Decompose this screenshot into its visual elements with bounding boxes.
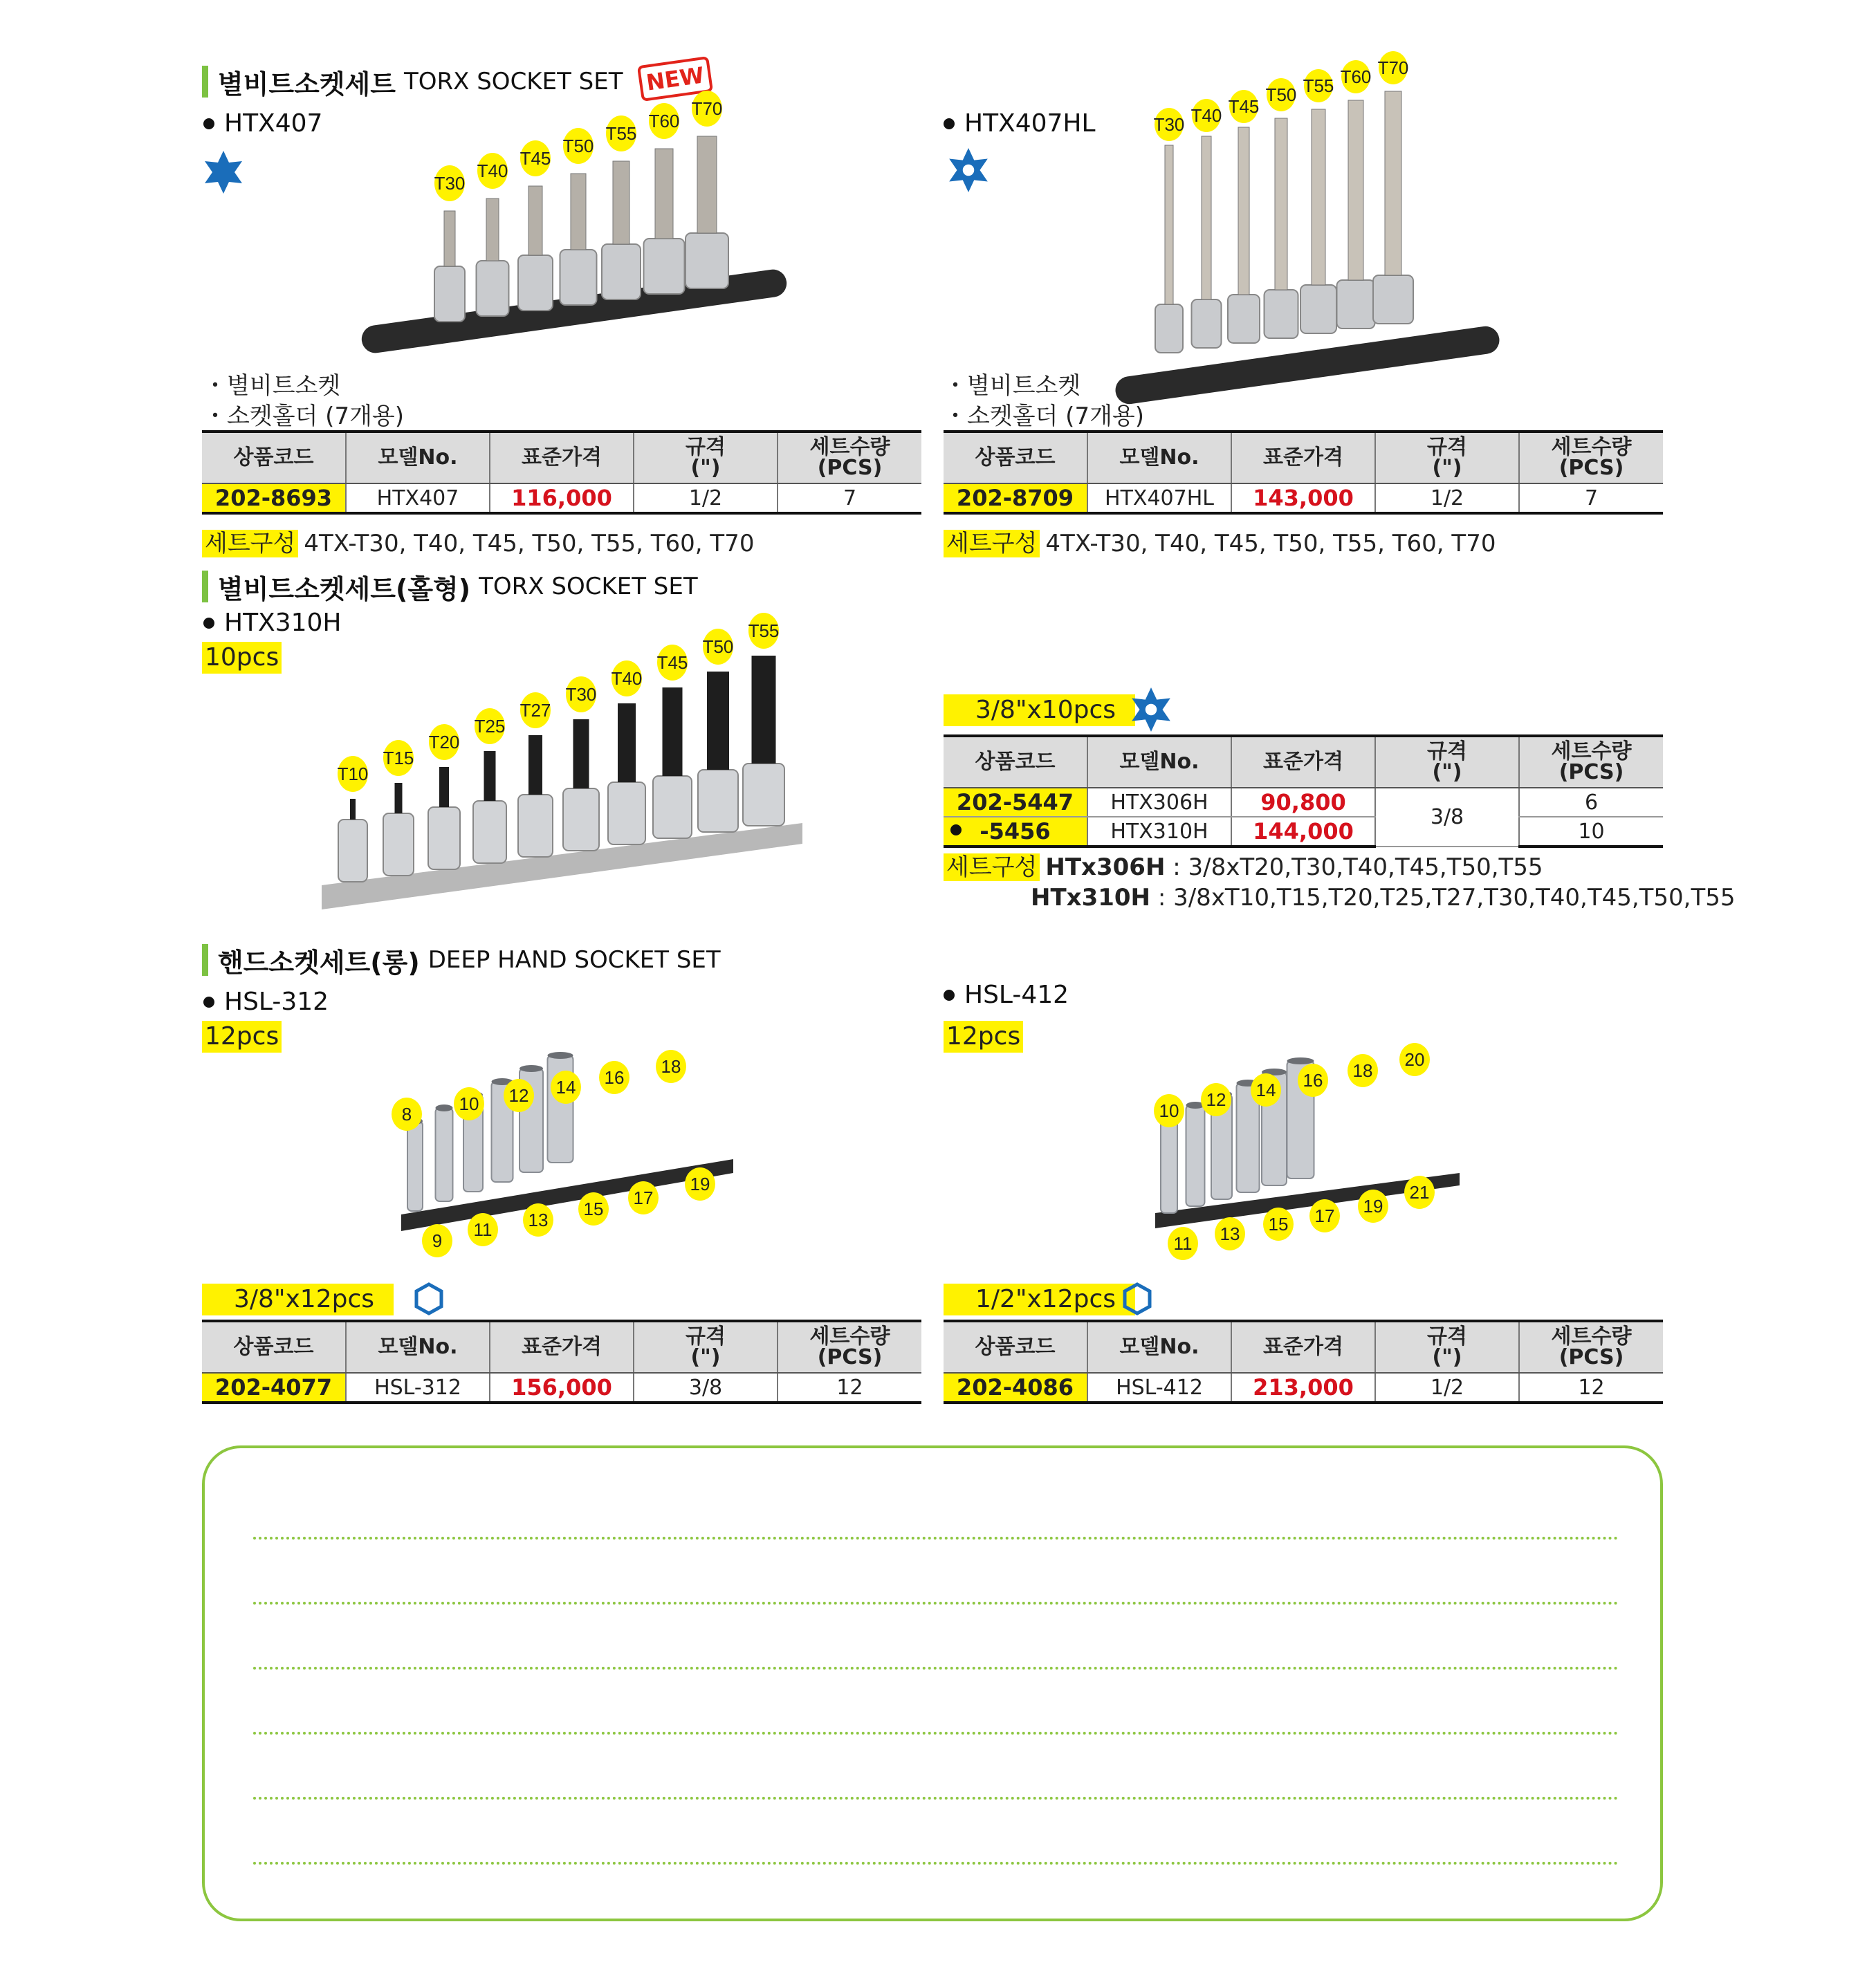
- torx-bit: [602, 161, 641, 299]
- size-tag: [454, 1087, 484, 1120]
- svg-text:12: 12: [508, 1085, 529, 1106]
- set-label: 3/8"x10pcs: [944, 694, 1135, 726]
- price: 116,000: [490, 483, 634, 513]
- model-heading-htx407hl: [944, 109, 1096, 138]
- size-tag: [1263, 1208, 1294, 1241]
- torx-bit: [1337, 100, 1375, 329]
- size: 1/2: [1375, 1373, 1519, 1403]
- hsl-412-product-image: [1141, 1035, 1473, 1270]
- section-title-en: TORX SOCKET SET: [403, 68, 623, 95]
- header-price: 표준가격: [1231, 1321, 1375, 1373]
- spec-table-htx407: [202, 430, 921, 515]
- set-label: 1/2"x12pcs: [944, 1284, 1135, 1315]
- torx-bit: [1265, 118, 1298, 338]
- svg-text:T45: T45: [519, 148, 551, 169]
- header-pcs: 세트수량 (PCS): [1519, 736, 1663, 788]
- size-tag: [422, 1224, 452, 1257]
- product-code: 202-8693: [202, 483, 346, 513]
- composition-text: 3/8xT10,T15,T20,T25,T27,T30,T40,T45,T50,T55: [1173, 884, 1736, 912]
- svg-text:T30: T30: [1153, 114, 1185, 135]
- htx310h-product-image: [318, 620, 809, 913]
- svg-text:T55: T55: [748, 620, 780, 641]
- composition-label: 세트구성: [202, 530, 298, 557]
- model-no: HSL-312: [346, 1373, 490, 1403]
- pcs-label: 10pcs: [202, 642, 282, 674]
- size-tag: [383, 740, 414, 776]
- section-marker: [202, 571, 208, 602]
- size-tag: [520, 692, 551, 728]
- svg-text:16: 16: [1303, 1070, 1323, 1091]
- model-name: HSL-412: [964, 981, 1069, 1009]
- size-tag: [1399, 1043, 1430, 1076]
- svg-text:T15: T15: [383, 748, 414, 768]
- memo-box: [202, 1445, 1663, 1921]
- memo-line: [253, 1602, 1619, 1605]
- torx-bit: [653, 687, 692, 838]
- svg-text:T60: T60: [648, 111, 680, 131]
- svg-text:T27: T27: [519, 700, 551, 721]
- torx-bit: [1300, 109, 1336, 333]
- torx-bit: [698, 672, 738, 832]
- size-tag: [748, 613, 780, 649]
- torx-bit: [338, 799, 367, 882]
- torx-bit: [1373, 91, 1413, 324]
- size-tag: [1341, 60, 1372, 93]
- header-model: 모델No.: [346, 432, 490, 483]
- size-tag: [628, 1181, 659, 1214]
- set-composition: [944, 524, 1496, 558]
- pcs: 6: [1519, 788, 1663, 817]
- composition-label: 세트구성: [944, 853, 1040, 881]
- size-tag: [504, 1079, 534, 1112]
- feature-item: ・소켓홀더 (7개용): [203, 403, 405, 430]
- svg-text:T30: T30: [565, 684, 597, 705]
- size-tag: [392, 1098, 422, 1131]
- pcs: 7: [778, 483, 921, 513]
- model-no: HTX407HL: [1087, 483, 1231, 513]
- header-pcs: 세트수량 (PCS): [778, 1321, 921, 1373]
- section-title-en: DEEP HAND SOCKET SET: [427, 946, 721, 974]
- header-pcs: 세트수량 (PCS): [1519, 432, 1663, 483]
- memo-line: [253, 1862, 1619, 1865]
- new-item-dot: [950, 824, 962, 835]
- torx-bit: [428, 767, 460, 869]
- svg-text:17: 17: [1314, 1205, 1335, 1226]
- price: 90,800: [1231, 788, 1375, 817]
- svg-text:11: 11: [1173, 1233, 1193, 1254]
- svg-text:16: 16: [604, 1067, 625, 1088]
- size-tag: [520, 140, 551, 176]
- section-marker: [202, 944, 208, 976]
- svg-text:T70: T70: [691, 98, 723, 119]
- pcs-label: 12pcs: [202, 1021, 282, 1053]
- size-tag: [468, 1213, 498, 1246]
- svg-text:15: 15: [1268, 1214, 1289, 1235]
- section-title-ko: 핸드소켓세트(롱): [218, 947, 420, 978]
- size-tag: [1229, 90, 1260, 123]
- svg-text:13: 13: [1220, 1223, 1240, 1244]
- pcs: 10: [1519, 817, 1663, 847]
- model-name: HSL-312: [224, 988, 329, 1016]
- header-pcs: 세트수량 (PCS): [778, 432, 921, 483]
- product-code: 202-4086: [944, 1373, 1087, 1403]
- size-tag: [1201, 1083, 1231, 1116]
- size-tag: [1251, 1073, 1281, 1107]
- price: 213,000: [1231, 1373, 1375, 1403]
- svg-text:17: 17: [633, 1187, 654, 1208]
- feature-item: ・소켓홀더 (7개용): [944, 403, 1145, 430]
- size-tag: [1378, 51, 1409, 84]
- model-no: HTX306H: [1087, 788, 1231, 817]
- section-title-ko: 별비트소켓세트: [218, 68, 396, 100]
- size-tag: [1154, 1094, 1184, 1127]
- header-code: 상품코드: [202, 432, 346, 483]
- size-tag: [1191, 99, 1222, 132]
- torx-bit: [743, 656, 784, 826]
- section-title-torx-socket-set: [202, 64, 623, 100]
- svg-text:11: 11: [473, 1219, 493, 1240]
- svg-text:T40: T40: [477, 160, 508, 181]
- deep-socket: [436, 1104, 453, 1201]
- bullet-dot: [203, 618, 214, 629]
- table-row: [202, 483, 921, 513]
- pcs-label: 12pcs: [944, 1021, 1023, 1053]
- memo-line: [253, 1537, 1619, 1540]
- price: 143,000: [1231, 483, 1375, 513]
- header-code: 상품코드: [944, 432, 1087, 483]
- size-tag: [1266, 78, 1297, 111]
- size-tag: [649, 103, 680, 139]
- header-code: 상품코드: [202, 1321, 346, 1373]
- size-tag: [434, 165, 466, 201]
- set-composition: [202, 524, 754, 558]
- composition-model: HTx306H: [1045, 853, 1166, 881]
- svg-text:T10: T10: [337, 764, 369, 784]
- header-code: 상품코드: [944, 736, 1087, 788]
- header-price: 표준가격: [1231, 432, 1375, 483]
- header-model: 모델No.: [1087, 432, 1231, 483]
- size-tag: [1303, 69, 1334, 102]
- svg-text:18: 18: [1352, 1060, 1373, 1081]
- svg-text:18: 18: [661, 1056, 681, 1077]
- deep-socket: [548, 1052, 573, 1163]
- table-row: [944, 1373, 1663, 1403]
- size-tag: [685, 1167, 715, 1201]
- header-size: 규격 ("): [634, 1321, 778, 1373]
- composition-label: 세트구성: [944, 530, 1040, 557]
- hexagon-icon: [1121, 1282, 1154, 1315]
- feature-item: ・별비트소켓: [944, 372, 1081, 400]
- composition-text: 4TX-T30, T40, T45, T50, T55, T60, T70: [304, 530, 755, 557]
- svg-text:15: 15: [583, 1199, 604, 1219]
- svg-text:T40: T40: [1190, 105, 1222, 126]
- product-code: 202-8709: [944, 483, 1087, 513]
- table-row: [944, 483, 1663, 513]
- svg-text:8: 8: [401, 1104, 412, 1125]
- model-no: HTX407: [346, 483, 490, 513]
- torx-bit: [383, 783, 414, 876]
- torx-bit: [686, 136, 728, 288]
- bullet-dot: [203, 997, 214, 1008]
- size-tag: [551, 1071, 581, 1104]
- model-no: HSL-412: [1087, 1373, 1231, 1403]
- htx407-product-image: [353, 98, 796, 370]
- htx407hl-product-image: [1114, 57, 1501, 401]
- torx-hole-star-icon: [1128, 686, 1175, 733]
- size-tag: [1215, 1217, 1245, 1250]
- model-heading-hsl-412: [944, 981, 1069, 1009]
- torx-bit: [563, 719, 599, 851]
- torx-bit: [560, 174, 597, 305]
- product-code: 202-4077: [202, 1373, 346, 1403]
- composition-text: 3/8xT20,T30,T40,T45,T50,T55: [1188, 853, 1543, 881]
- svg-text:T60: T60: [1340, 66, 1372, 87]
- torx-bit: [1155, 145, 1183, 353]
- price: 144,000: [1231, 817, 1375, 847]
- header-model: 모델No.: [346, 1321, 490, 1373]
- svg-text:13: 13: [528, 1210, 549, 1230]
- model-no: HTX310H: [1087, 817, 1231, 847]
- header-size: 규격 ("): [1375, 736, 1519, 788]
- spec-table-htx310h: [944, 734, 1663, 848]
- svg-text:14: 14: [555, 1077, 576, 1098]
- set-composition: 세트구성 HTx306H : 3/8xT20,T30,T40,T45,T50,T55 HTx310H : 3/8xT10,T15,T20,T25,T27,T30,T40,T45,T50,T55: [944, 852, 1736, 913]
- svg-text:10: 10: [459, 1093, 479, 1114]
- spec-table-hsl-412: [944, 1320, 1663, 1404]
- pcs: 12: [778, 1373, 921, 1403]
- torx-bit: [477, 198, 509, 316]
- memo-line: [253, 1732, 1619, 1735]
- torx-bit: [1228, 127, 1260, 343]
- header-code: 상품코드: [944, 1321, 1087, 1373]
- size-tag: [523, 1203, 553, 1237]
- header-price: 표준가격: [490, 1321, 634, 1373]
- svg-text:T50: T50: [1265, 84, 1297, 105]
- table-row: [944, 788, 1663, 817]
- header-price: 표준가격: [490, 432, 634, 483]
- size-tag: [1358, 1190, 1388, 1223]
- model-heading-htx310h: [203, 609, 342, 637]
- model-heading-hsl-312: [203, 988, 329, 1016]
- table-row: [202, 1373, 921, 1403]
- svg-text:T55: T55: [1303, 75, 1334, 96]
- product-code: -5456: [944, 817, 1087, 847]
- svg-text:19: 19: [1363, 1196, 1383, 1217]
- svg-text:14: 14: [1256, 1080, 1276, 1100]
- product-code: 202-5447: [944, 788, 1087, 817]
- torx-star-icon: [201, 149, 246, 195]
- size-tag: [606, 115, 637, 151]
- size-tag: [1404, 1176, 1435, 1209]
- size-tag: [338, 756, 369, 792]
- size-tag: [566, 676, 597, 712]
- price: 156,000: [490, 1373, 634, 1403]
- svg-text:19: 19: [690, 1174, 710, 1194]
- svg-text:21: 21: [1409, 1182, 1430, 1203]
- svg-text:T50: T50: [702, 636, 734, 657]
- pcs: 12: [1519, 1373, 1663, 1403]
- deep-socket: [1186, 1102, 1205, 1206]
- bullet-dot: [203, 118, 214, 129]
- size: 1/2: [1375, 483, 1519, 513]
- size-tag: [611, 660, 643, 696]
- size-tag: [1348, 1054, 1378, 1087]
- size-tag: [703, 629, 734, 665]
- size-tag: [563, 128, 594, 164]
- svg-text:T55: T55: [605, 123, 637, 144]
- svg-text:T25: T25: [474, 716, 506, 737]
- header-price: 표준가격: [1231, 736, 1375, 788]
- size-tag: [429, 724, 460, 760]
- size-tag: [477, 153, 508, 189]
- size-tag: [1154, 108, 1185, 141]
- header-pcs: 세트수량 (PCS): [1519, 1321, 1663, 1373]
- size: 1/2: [634, 483, 778, 513]
- svg-text:T30: T30: [434, 173, 466, 194]
- torx-bit: [644, 149, 685, 294]
- torx-hole-star-icon: [945, 147, 992, 194]
- deep-socket: [1161, 1113, 1177, 1213]
- composition-model: HTx310H: [1031, 884, 1151, 912]
- header-size: 규격 ("): [634, 432, 778, 483]
- header-size: 규격 ("): [1375, 432, 1519, 483]
- hsl-312-product-image: [387, 1035, 747, 1270]
- memo-line: [253, 1797, 1619, 1800]
- size-tag: [1168, 1227, 1198, 1260]
- size-tag: [1309, 1199, 1340, 1232]
- set-label: 3/8"x12pcs: [202, 1284, 394, 1315]
- model-name: HTX407: [224, 109, 323, 138]
- composition-text: 4TX-T30, T40, T45, T50, T55, T60, T70: [1045, 530, 1496, 557]
- spec-table-hsl-312: [202, 1320, 921, 1404]
- section-title-ko: 별비트소켓세트(홀형): [218, 573, 471, 604]
- header-model: 모델No.: [1087, 736, 1231, 788]
- size-tag: [475, 708, 506, 744]
- torx-bit: [473, 751, 506, 863]
- svg-text:T45: T45: [656, 652, 688, 673]
- svg-text:9: 9: [432, 1230, 443, 1251]
- header-model: 모델No.: [1087, 1321, 1231, 1373]
- section-title-deep-hand-socket-set: [202, 942, 721, 978]
- svg-text:20: 20: [1404, 1049, 1425, 1070]
- size-tag: [692, 91, 723, 127]
- new-badge: NEW: [637, 56, 713, 102]
- bullet-dot: [944, 990, 955, 1001]
- deep-socket: [407, 1118, 423, 1211]
- bullet-dot: [944, 118, 955, 129]
- svg-text:T70: T70: [1377, 57, 1409, 78]
- svg-text:10: 10: [1159, 1100, 1179, 1121]
- size-tag: [656, 1050, 686, 1083]
- svg-text:12: 12: [1206, 1089, 1226, 1110]
- svg-text:T20: T20: [428, 732, 460, 752]
- size: 3/8: [634, 1373, 778, 1403]
- table-row: [944, 817, 1663, 847]
- model-name: HTX310H: [224, 609, 342, 637]
- feature-item: ・별비트소켓: [203, 372, 341, 400]
- memo-line: [253, 1667, 1619, 1670]
- model-heading-htx407: [203, 109, 322, 138]
- svg-text:T45: T45: [1228, 96, 1260, 117]
- size-tag: [599, 1061, 629, 1094]
- size-tag: [657, 645, 688, 681]
- torx-bit: [518, 735, 553, 857]
- model-name: HTX407HL: [964, 109, 1096, 138]
- hexagon-icon: [412, 1282, 445, 1315]
- section-title-torx-socket-set-hole: [202, 569, 698, 604]
- section-title-en: TORX SOCKET SET: [479, 573, 698, 600]
- svg-text:T50: T50: [562, 136, 594, 156]
- size: 3/8: [1375, 788, 1519, 847]
- torx-bit: [608, 703, 645, 844]
- torx-bit: [434, 211, 465, 322]
- size-tag: [578, 1192, 609, 1226]
- pcs: 7: [1519, 483, 1663, 513]
- svg-text:T40: T40: [611, 668, 643, 689]
- size-tag: [1298, 1064, 1328, 1097]
- header-size: 규격 ("): [1375, 1321, 1519, 1373]
- torx-bit: [1192, 136, 1222, 348]
- torx-bit: [518, 186, 553, 311]
- spec-table-htx407hl: [944, 430, 1663, 515]
- section-marker: [202, 66, 208, 98]
